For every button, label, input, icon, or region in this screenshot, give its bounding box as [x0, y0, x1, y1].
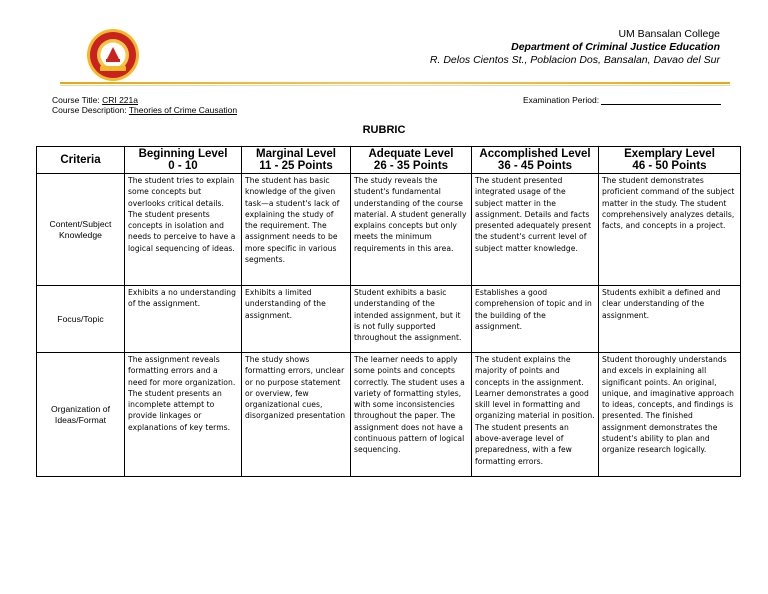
rubric-cell: Exhibits a no understanding of the assignment. — [125, 286, 242, 353]
course-description-value: Theories of Crime Causation — [128, 105, 238, 115]
rubric-header-row — [37, 147, 741, 174]
rubric-cell: The assignment reveals formatting errors and a need for more organization. The student presents an incomplete attempt to provide linkages or explanations of key terms. — [125, 353, 242, 477]
column-header-exemplary: Exemplary Level 46 - 50 Points — [599, 147, 741, 174]
course-info — [52, 95, 237, 115]
rubric-cell: The student has basic knowledge of the given task—a student's lack of explaining the study of the requirement. The assignment needs to be more specific in various segments. — [242, 174, 351, 286]
exam-period-label: Examination Period: — [523, 95, 602, 105]
rubric-cell: Exhibits a limited understanding of the assignment. — [242, 286, 351, 353]
address: R. Delos Cientos St., Poblacion Dos, Bansalan, Davao del Sur — [429, 54, 720, 66]
criteria-cell: Focus/Topic — [37, 286, 125, 353]
table-row — [37, 174, 741, 286]
header-divider — [60, 82, 730, 84]
course-title-value: CRI 221a — [102, 95, 138, 105]
rubric-title: RUBRIC — [362, 124, 406, 136]
criteria-cell: Content/Subject Knowledge — [37, 174, 125, 286]
college-seal-logo — [86, 28, 140, 82]
header-divider-shadow — [60, 85, 730, 86]
column-header-accomplished: Accomplished Level 36 - 45 Points — [472, 147, 599, 174]
column-header-beginning: Beginning Level 0 - 10 — [125, 147, 242, 174]
rubric-cell: The student explains the majority of points and concepts in the assignment. Learner demonstrates a good skill level in formatting and organizing material in position. The student presents an above-average level of preparedness, with a few formatting errors. — [472, 353, 599, 477]
rubric-table — [36, 146, 741, 477]
college-name: UM Bansalan College — [618, 28, 720, 40]
rubric-cell: The study reveals the student's fundamental understanding of the course material. A student generally explains concepts but only meets the minimum requirements in this area. — [351, 174, 472, 286]
course-description-label: Course Description: — [52, 105, 129, 115]
column-header-marginal: Marginal Level 11 - 25 Points — [242, 147, 351, 174]
table-row — [37, 286, 741, 353]
institution-header — [430, 28, 720, 67]
rubric-cell: The study shows formatting errors, unclear or no purpose statement or overview, few organizational cues, disorganized presentation — [242, 353, 351, 477]
department-name: Department of Criminal Justice Education — [511, 41, 720, 53]
rubric-cell: The student tries to explain some concepts but overlooks critical details. The student presents concepts in isolation and needs to perceive to have a logical sequencing of ideas. — [125, 174, 242, 286]
exam-period-blank — [601, 96, 721, 105]
column-header-criteria: Criteria — [37, 147, 125, 174]
rubric-cell: The student demonstrates proficient command of the subject matter in the study. The student comprehensively analyzes details, facts, and concepts in a project. — [599, 174, 741, 286]
rubric-cell: Establishes a good comprehension of topic and in the building of the assignment. — [472, 286, 599, 353]
criteria-cell: Organization of Ideas/Format — [37, 353, 125, 477]
column-header-adequate: Adequate Level 26 - 35 Points — [351, 147, 472, 174]
table-row — [37, 353, 741, 477]
rubric-cell: The student presented integrated usage of the subject matter in the assignment. Details and facts presented adequately present the student's current level of subject matter knowledge. — [472, 174, 599, 286]
rubric-cell: Student thoroughly understands and excels in explaining all significant points. An original, unique, and imaginative approach to ideas, concepts, and findings is presented. The finished assignment demonstrates the student's ability to plan and organize research logically. — [599, 353, 741, 477]
rubric-cell: Student exhibits a basic understanding of the intended assignment, but it is not fully supported throughout the assignment. — [351, 286, 472, 353]
course-title-label: Course Title: — [52, 95, 103, 105]
rubric-cell: The learner needs to apply some points and concepts correctly. The student uses a variety of formatting styles, with some inconsistencies throughout the paper. The assignment does not have a continuous pattern of logical sequencing. — [351, 353, 472, 477]
exam-period — [523, 95, 721, 105]
rubric-cell: Students exhibit a defined and clear understanding of the assignment. — [599, 286, 741, 353]
